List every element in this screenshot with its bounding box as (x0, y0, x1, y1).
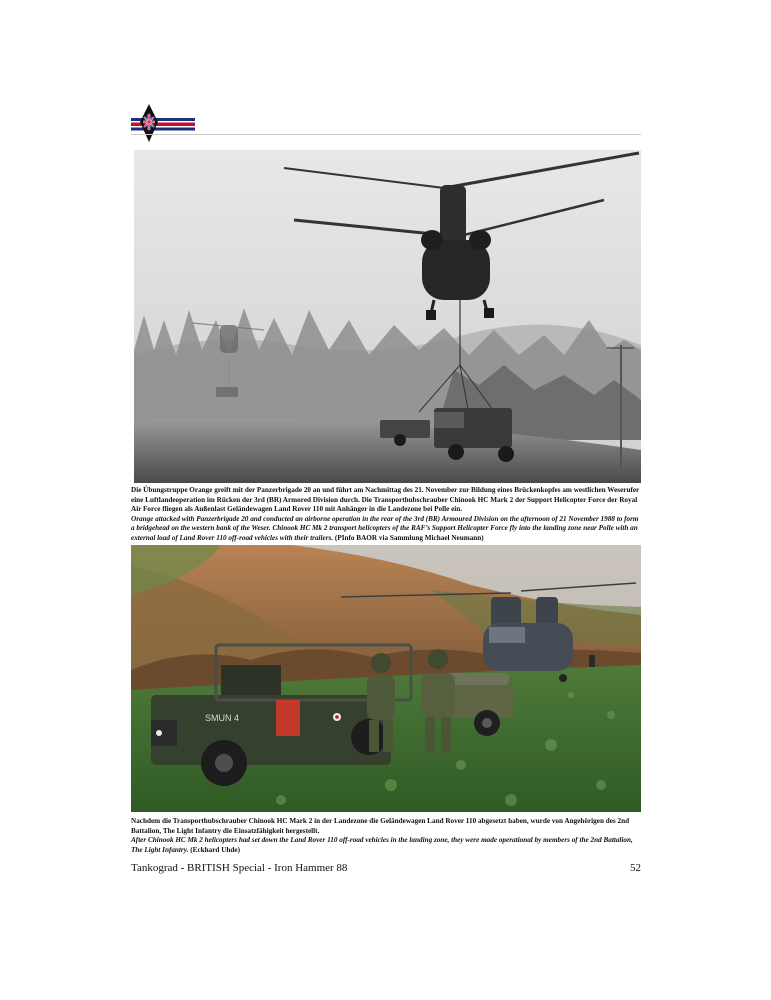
caption-german: Die Übungstruppe Orange greift mit der Panzerbrigade 20 an und führt am Nachmittag des 21. November zur Bildung eines Brückenkopfes am westlichen Weserufer eine Luftlandeoperation im Rücken der 3rd (BR) Armored Division durch. Die Transporthubschrauber Chinook HC Mark 2 der Support Helicopter Force der Royal Air Force fliegen als Außenlast Geländewagen Land Rover 110 mit Anhänger in die Landezone bei Polle ein. (131, 486, 640, 513)
landing-zone-photo (131, 545, 641, 812)
page-number: 52 (630, 862, 641, 874)
publisher-logo (131, 104, 195, 142)
chinook-airlift-photo (134, 150, 641, 483)
caption-english: After Chinook HC Mk 2 helicopters had set down the Land Rover 110 off-road vehicles in the landing zone, they were made operational by members of the 2nd Battalion, The Light Infantry. (131, 836, 633, 854)
header-rule (131, 134, 641, 135)
caption-english: Orange attacked with Panzerbrigade 20 and conducted an airborne operation in the rear of the 3rd (BR) Armoured Division on the afternoon of 21 November 1988 to form a bridgehead on the western bank of the Weser. Chinook HC Mk 2 transport helicopters of the RAF’s Support Helicopter Force fly into the landing zone near Polle with an external load of Land Rover 110 off-road vehicles with their trailers. (131, 514, 639, 542)
photo-credit: (PInfo BAOR via Sammlung Michael Neumann) (334, 533, 484, 542)
caption-figure-1 (131, 486, 643, 543)
photo-credit: (Eckhard Uhde) (190, 845, 240, 854)
vehicle-marking: SMUN 4 (205, 713, 240, 723)
caption-figure-2 (131, 817, 643, 855)
caption-german: Nachdem die Transporthubschrauber Chinook HC Mark 2 in der Landezone die Geländewagen Land Rover 110 abgesetzt haben, wurde von Angehörigen des 2nd Battalion, The Light Infantry die Einsatzfähigkeit hergestellt. (131, 817, 630, 835)
footer-title: Tankograd - BRITISH Special - Iron Hammer 88 (131, 862, 348, 874)
